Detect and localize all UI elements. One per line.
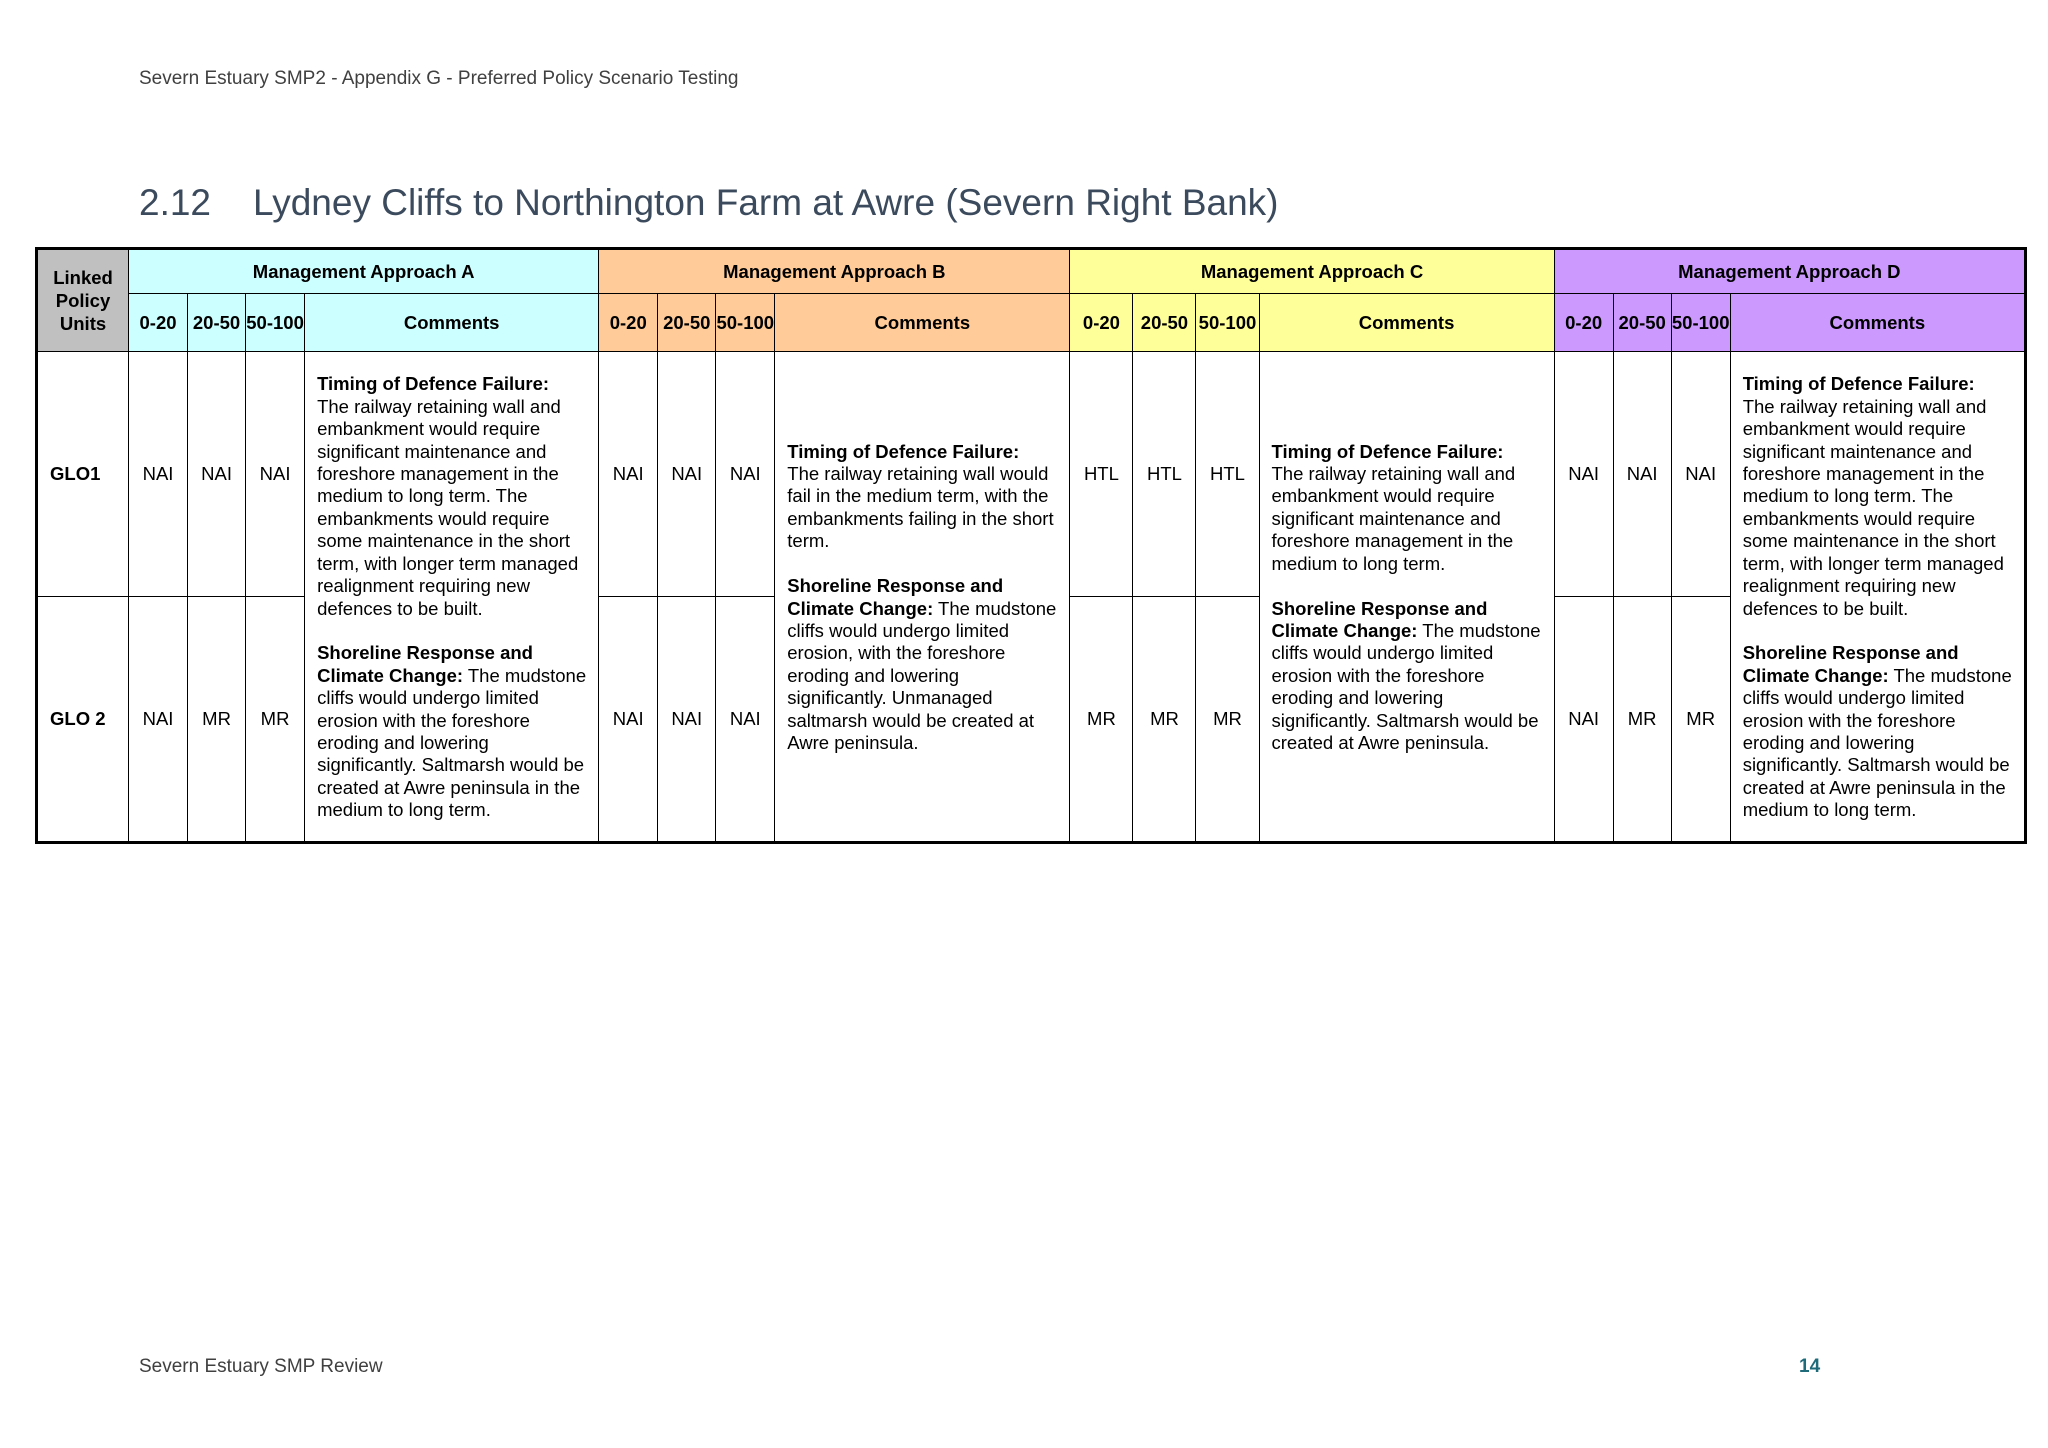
policy-value: NAI [1554, 352, 1613, 597]
policy-unit-label: GLO1 [37, 352, 129, 597]
approach-d-header: Management Approach D [1554, 249, 2025, 294]
section-title [139, 182, 1279, 224]
policy-value: NAI [599, 352, 658, 597]
comment-heading: Shoreline Response and Climate Change: [317, 642, 533, 686]
policy-value: MR [1070, 597, 1133, 843]
policy-value: HTL [1133, 352, 1196, 597]
running-header: Severn Estuary SMP2 - Appendix G - Preferred Policy Scenario Testing [139, 68, 739, 89]
policy-value: NAI [129, 352, 188, 597]
section-number: 2.12 [139, 182, 212, 223]
epoch-header: 20-50 [1133, 294, 1196, 352]
comments-header: Comments [775, 294, 1070, 352]
page-number: 14 [1799, 1356, 1821, 1377]
policy-value: MR [1671, 597, 1730, 843]
epoch-header: 0-20 [1554, 294, 1613, 352]
policy-value: NAI [129, 597, 188, 843]
approach-b-header: Management Approach B [599, 249, 1070, 294]
approach-d-comments [1730, 352, 2025, 843]
comments-header: Comments [305, 294, 599, 352]
epoch-header: 50-100 [1671, 294, 1730, 352]
comment-text: The mudstone cliffs would undergo limited erosion with the foreshore eroding and lowering significantly. Saltmarsh would be created at Awre peninsula in the medium to long term. [1742, 664, 2012, 821]
comment-heading: Shoreline Response and Climate Change: [1271, 597, 1488, 641]
policy-value: NAI [1671, 352, 1730, 597]
policy-value: NAI [1554, 597, 1613, 843]
policy-value: NAI [658, 597, 716, 843]
policy-unit-label: GLO 2 [37, 597, 129, 843]
comment-text: The railway retaining wall and embankment would require significant maintenance and foreshore management in the medium to long term. The embankments would require some maintenance in the short term, with longer term managed realignment requiring new defences to be built. [1742, 395, 2004, 619]
epoch-header: 20-50 [658, 294, 716, 352]
policy-value: HTL [1196, 352, 1259, 597]
policy-scenario-table [35, 247, 2027, 844]
comment-heading: Timing of Defence Failure: [1271, 440, 1504, 462]
epoch-header: 20-50 [188, 294, 246, 352]
comment-text: The mudstone cliffs would undergo limited erosion, with the foreshore eroding and lowering significantly. Unmanaged saltmarsh would be created at Awre peninsula. [787, 597, 1057, 753]
policy-value: MR [1196, 597, 1259, 843]
policy-value: MR [246, 597, 305, 843]
table-row [37, 352, 2026, 597]
policy-value: NAI [1613, 352, 1671, 597]
policy-value: MR [1133, 597, 1196, 843]
epoch-header: 50-100 [716, 294, 775, 352]
policy-value: NAI [599, 597, 658, 843]
linked-policy-units-header: Linked Policy Units [37, 249, 129, 352]
comment-heading: Shoreline Response and Climate Change: [1742, 642, 1959, 686]
comment-text: The railway retaining wall and embankment would require significant maintenance and foreshore management in the medium to long term. The embankments would require some maintenance in the short term, with longer term managed realignment requiring new defences to be built. [317, 395, 579, 619]
epoch-header: 50-100 [246, 294, 305, 352]
policy-value: NAI [716, 352, 775, 597]
policy-value: NAI [246, 352, 305, 597]
approach-a-comments [305, 352, 599, 843]
comment-text: The railway retaining wall and embankment would require significant maintenance and foreshore management in the medium to long term. [1271, 463, 1516, 574]
epoch-header: 50-100 [1196, 294, 1259, 352]
comments-header: Comments [1259, 294, 1554, 352]
comment-heading: Timing of Defence Failure: [1742, 373, 1975, 395]
section-heading: Lydney Cliffs to Northington Farm at Awre (Severn Right Bank) [253, 182, 1279, 223]
epoch-header: 20-50 [1613, 294, 1671, 352]
comment-text: The mudstone cliffs would undergo limited erosion with the foreshore eroding and lowering significantly. Saltmarsh would be created at Awre peninsula. [1271, 619, 1541, 753]
approach-b-comments [775, 352, 1070, 843]
policy-value: NAI [658, 352, 716, 597]
approach-a-header: Management Approach A [129, 249, 599, 294]
approach-c-header: Management Approach C [1070, 249, 1554, 294]
comment-heading: Timing of Defence Failure: [317, 373, 550, 395]
comment-heading: Timing of Defence Failure: [787, 440, 1020, 462]
epoch-header: 0-20 [599, 294, 658, 352]
epoch-header: 0-20 [1070, 294, 1133, 352]
policy-value: NAI [188, 352, 246, 597]
comment-heading: Shoreline Response and Climate Change: [787, 575, 1004, 619]
running-footer: Severn Estuary SMP Review [139, 1356, 383, 1377]
approach-c-comments [1259, 352, 1554, 843]
policy-value: MR [188, 597, 246, 843]
epoch-header: 0-20 [129, 294, 188, 352]
policy-value: MR [1613, 597, 1671, 843]
policy-value: HTL [1070, 352, 1133, 597]
comment-text: The mudstone cliffs would undergo limited erosion with the foreshore eroding and lowering significantly. Saltmarsh would be created at Awre peninsula in the medium to long term. [317, 664, 587, 821]
comment-text: The railway retaining wall would fail in the medium term, with the embankments failing in the short term. [787, 463, 1054, 552]
comments-header: Comments [1730, 294, 2025, 352]
policy-value: NAI [716, 597, 775, 843]
